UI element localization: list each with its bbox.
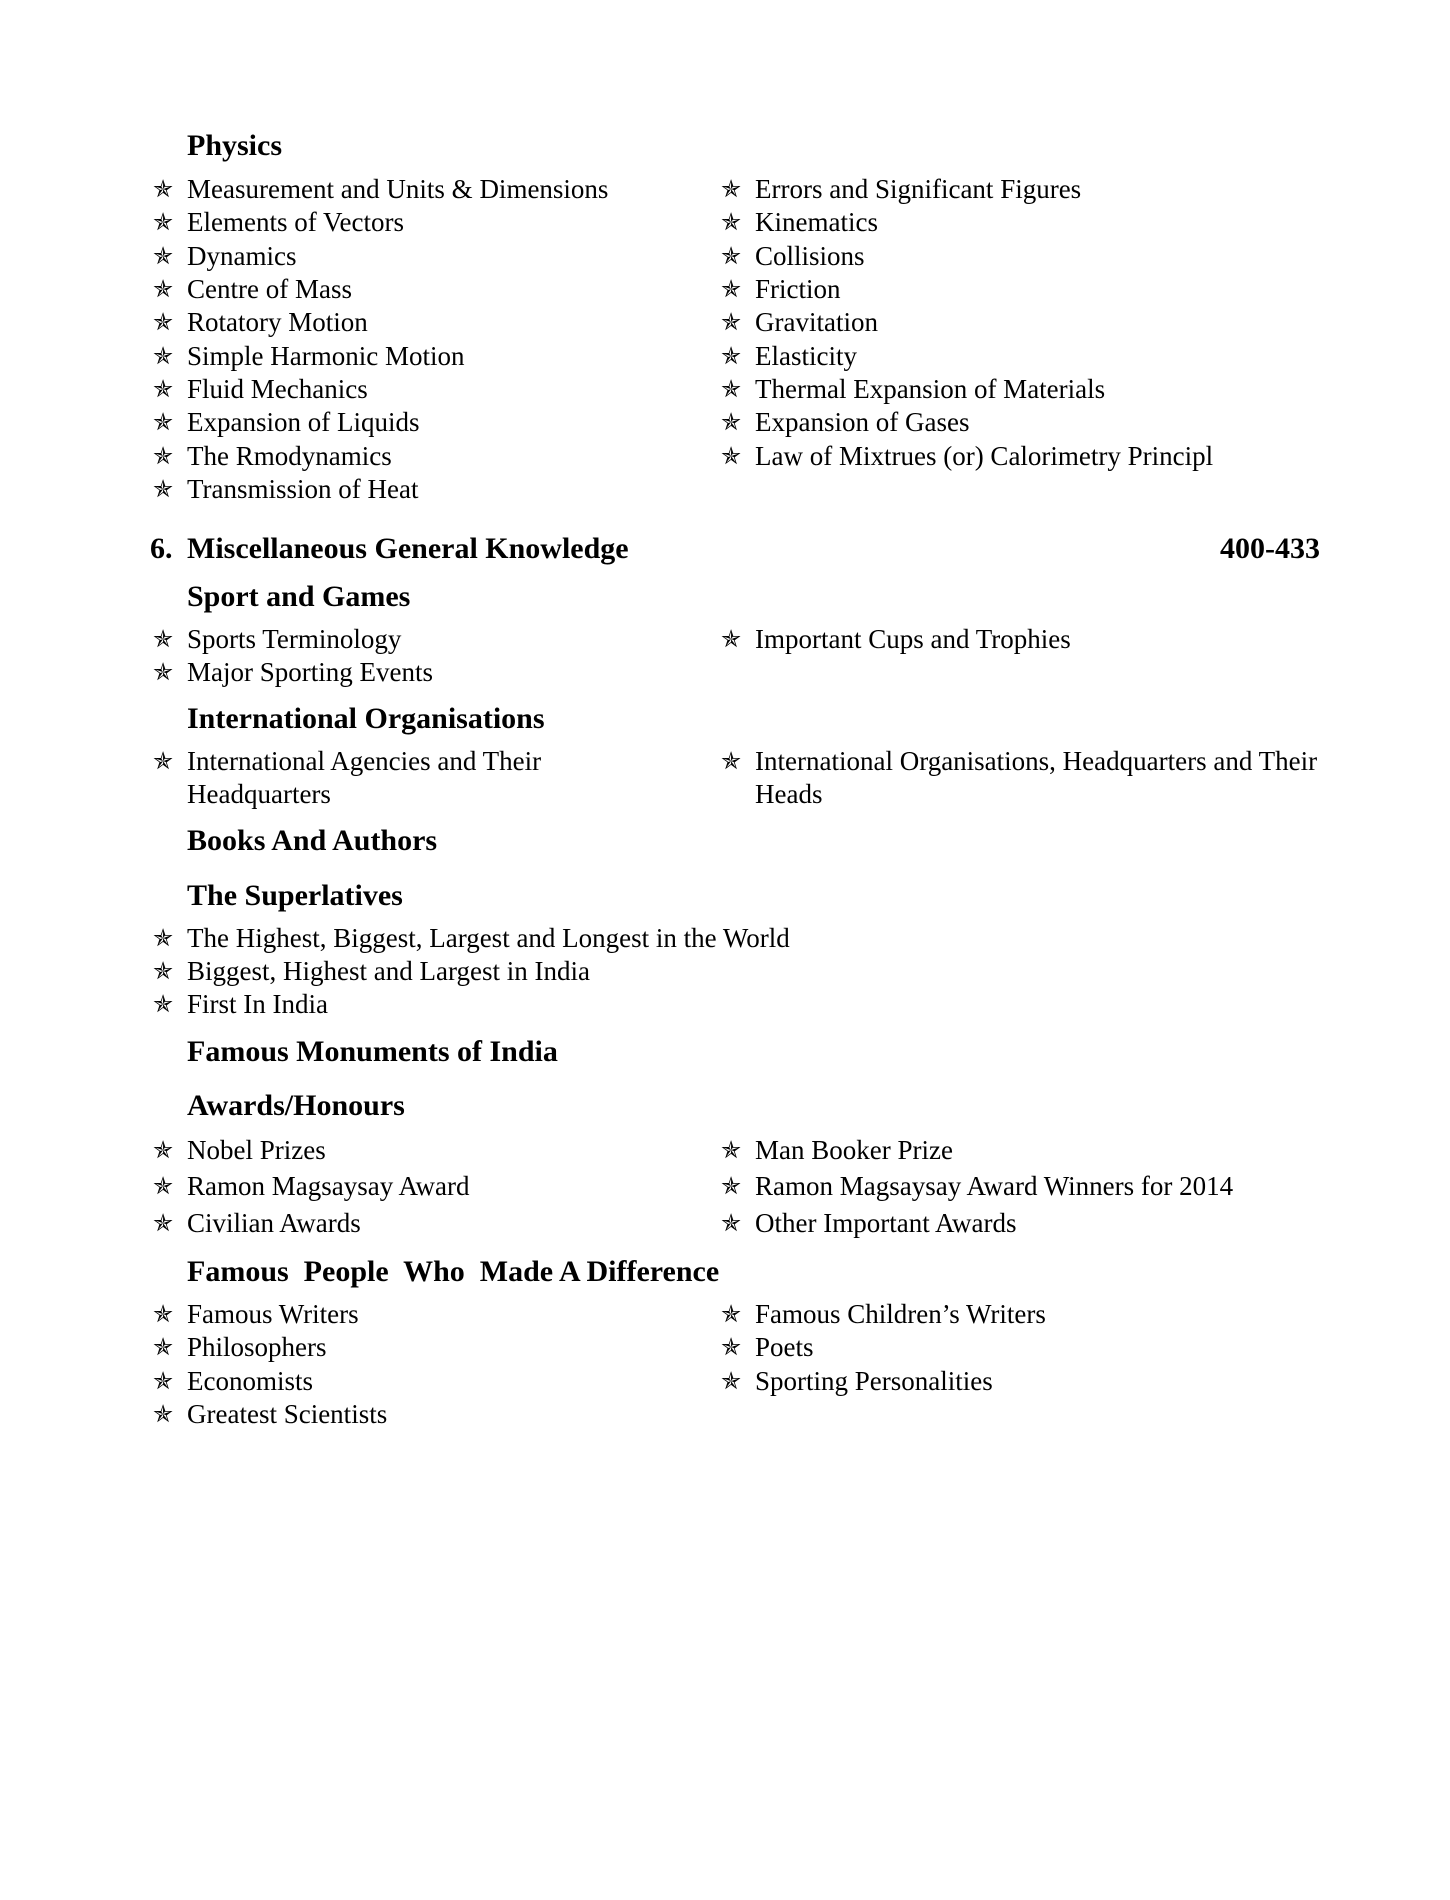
list-item: ✯ Errors and Significant Figures: [718, 173, 1338, 206]
list-item: ✯ Sporting Personalities: [718, 1365, 1338, 1398]
list-item: ✯ Gravitation: [718, 306, 1338, 339]
list-item: ✯ Sports Terminology: [150, 623, 710, 656]
star-bullet-icon: ✯: [152, 1400, 174, 1428]
list-item: ✯ Fluid Mechanics: [150, 373, 710, 406]
sport-and-games-heading: Sport and Games: [187, 580, 411, 613]
star-bullet-icon: ✯: [152, 1333, 174, 1361]
star-bullet-icon: ✯: [720, 747, 742, 775]
star-bullet-icon: ✯: [720, 308, 742, 336]
star-bullet-icon: ✯: [152, 308, 174, 336]
star-bullet-icon: ✯: [152, 375, 174, 403]
list-item: ✯ Major Sporting Events: [150, 656, 710, 689]
star-bullet-icon: ✯: [152, 475, 174, 503]
list-item: ✯ International Agencies and Their Headquarters: [150, 745, 570, 811]
list-item: ✯ Economists: [150, 1365, 710, 1398]
section-page-range: 400-433: [1220, 532, 1320, 565]
awards-honours-heading: Awards/Honours: [187, 1089, 405, 1122]
star-bullet-icon: ✯: [720, 242, 742, 270]
star-bullet-icon: ✯: [720, 1300, 742, 1328]
list-item: ✯ Important Cups and Trophies: [718, 623, 1338, 656]
star-bullet-icon: ✯: [152, 747, 174, 775]
famous-monuments-heading: Famous Monuments of India: [187, 1035, 558, 1068]
star-bullet-icon: ✯: [152, 175, 174, 203]
list-item: ✯ Elements of Vectors: [150, 206, 710, 239]
superlatives-heading: The Superlatives: [187, 879, 403, 912]
star-bullet-icon: ✯: [720, 1333, 742, 1361]
list-item: ✯ Kinematics: [718, 206, 1338, 239]
list-item: ✯ Ramon Magsaysay Award Winners for 2014: [718, 1170, 1338, 1203]
star-bullet-icon: ✯: [152, 408, 174, 436]
list-item: ✯ Famous Writers: [150, 1298, 710, 1331]
star-bullet-icon: ✯: [720, 625, 742, 653]
list-item: ✯ Transmission of Heat: [150, 473, 710, 506]
star-bullet-icon: ✯: [720, 408, 742, 436]
list-item: ✯ Famous Children’s Writers: [718, 1298, 1338, 1331]
star-bullet-icon: ✯: [152, 658, 174, 686]
list-item: ✯ Friction: [718, 273, 1338, 306]
star-bullet-icon: ✯: [720, 1209, 742, 1237]
star-bullet-icon: ✯: [152, 1367, 174, 1395]
star-bullet-icon: ✯: [720, 1172, 742, 1200]
list-item: ✯ Rotatory Motion: [150, 306, 710, 339]
star-bullet-icon: ✯: [152, 1136, 174, 1164]
list-item: ✯ Philosophers: [150, 1331, 710, 1364]
star-bullet-icon: ✯: [720, 175, 742, 203]
list-item: ✯ Expansion of Liquids: [150, 406, 710, 439]
list-item: ✯ Collisions: [718, 240, 1338, 273]
star-bullet-icon: ✯: [720, 275, 742, 303]
list-item: ✯ The Rmodynamics: [150, 440, 710, 473]
list-item: ✯ International Organisations, Headquarters and Their Heads: [718, 745, 1318, 811]
list-item: ✯ Other Important Awards: [718, 1207, 1338, 1240]
list-item: ✯ Expansion of Gases: [718, 406, 1338, 439]
list-item: ✯ Measurement and Units & Dimensions: [150, 173, 710, 206]
books-and-authors-heading: Books And Authors: [187, 824, 438, 857]
section-number: 6.: [150, 532, 173, 565]
list-item: ✯ Greatest Scientists: [150, 1398, 710, 1431]
list-item: ✯ Civilian Awards: [150, 1207, 710, 1240]
list-item: ✯ Biggest, Highest and Largest in India: [150, 955, 1050, 988]
star-bullet-icon: ✯: [152, 442, 174, 470]
star-bullet-icon: ✯: [152, 957, 174, 985]
star-bullet-icon: ✯: [152, 924, 174, 952]
list-item: ✯ First In India: [150, 988, 1050, 1021]
star-bullet-icon: ✯: [152, 208, 174, 236]
list-item: ✯ Centre of Mass: [150, 273, 710, 306]
list-item: ✯ Man Booker Prize: [718, 1134, 1338, 1167]
international-organisations-heading: International Organisations: [187, 702, 545, 735]
star-bullet-icon: ✯: [720, 208, 742, 236]
star-bullet-icon: ✯: [720, 375, 742, 403]
list-item: ✯ Ramon Magsaysay Award: [150, 1170, 710, 1203]
star-bullet-icon: ✯: [720, 1367, 742, 1395]
star-bullet-icon: ✯: [152, 342, 174, 370]
star-bullet-icon: ✯: [720, 1136, 742, 1164]
list-item: ✯ Poets: [718, 1331, 1338, 1364]
list-item: ✯ Elasticity: [718, 340, 1338, 373]
star-bullet-icon: ✯: [152, 1209, 174, 1237]
list-item: ✯ Thermal Expansion of Materials: [718, 373, 1338, 406]
star-bullet-icon: ✯: [152, 242, 174, 270]
section-title: Miscellaneous General Knowledge: [187, 532, 629, 565]
star-bullet-icon: ✯: [152, 1300, 174, 1328]
star-bullet-icon: ✯: [720, 342, 742, 370]
star-bullet-icon: ✯: [152, 1172, 174, 1200]
physics-heading: Physics: [187, 129, 283, 162]
list-item: ✯ The Highest, Biggest, Largest and Longest in the World: [150, 922, 1050, 955]
list-item: ✯ Dynamics: [150, 240, 710, 273]
list-item: ✯ Law of Mixtrues (or) Calorimetry Principl: [718, 440, 1338, 473]
star-bullet-icon: ✯: [152, 275, 174, 303]
star-bullet-icon: ✯: [152, 625, 174, 653]
list-item: ✯ Simple Harmonic Motion: [150, 340, 710, 373]
famous-people-heading: Famous People Who Made A Difference: [187, 1255, 720, 1288]
list-item: ✯ Nobel Prizes: [150, 1134, 710, 1167]
star-bullet-icon: ✯: [152, 990, 174, 1018]
star-bullet-icon: ✯: [720, 442, 742, 470]
